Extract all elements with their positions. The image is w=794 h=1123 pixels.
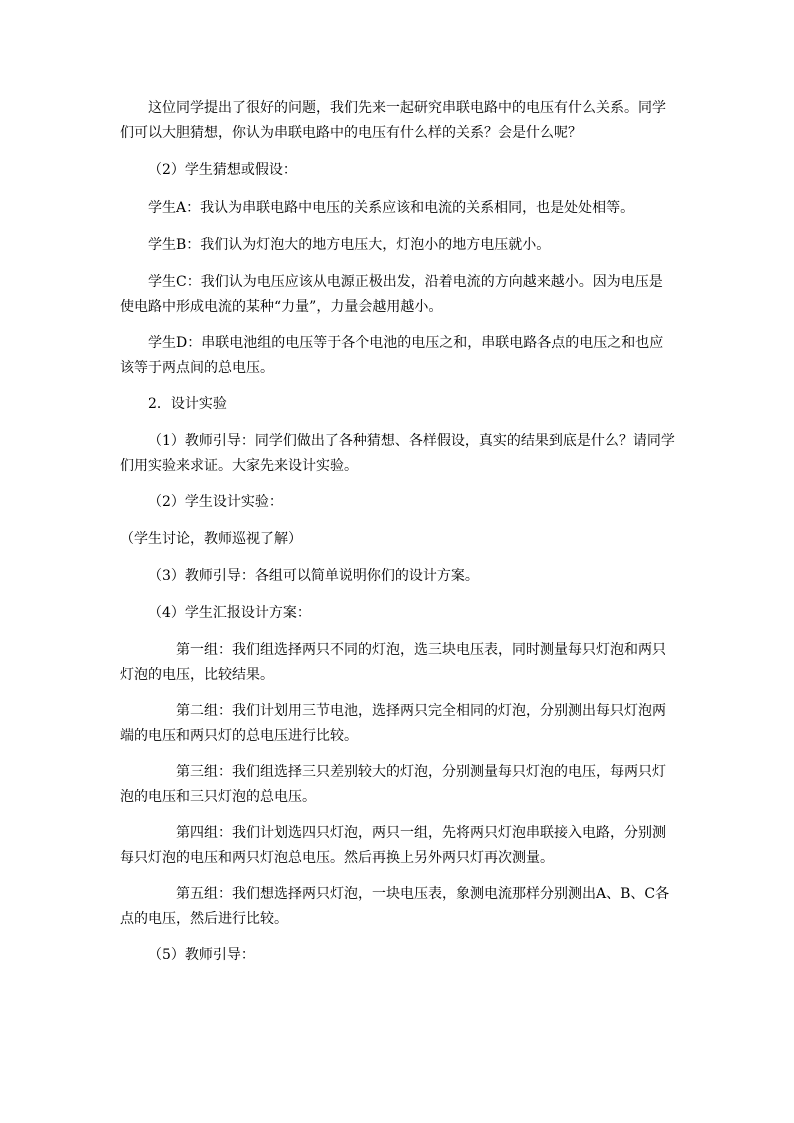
paragraph-student-d: 学生D：串联电池组的电压等于各个电池的电压之和，串联电路各点的电压之和也应该等于两点间的总电压。: [120, 335, 664, 376]
paragraph-teacher-guide-3: （3）教师引导：各组可以简单说明你们的设计方案。: [148, 568, 479, 584]
paragraph-student-a: 学生A：我认为串联电路中电压的关系应该和电流的关系相同，也是处处相等。: [148, 200, 635, 216]
paragraph-teacher-guide-5: （5）教师引导：: [148, 947, 255, 963]
paragraph-student-b: 学生B：我们认为灯泡大的地方电压大，灯泡小的地方电压就小。: [148, 237, 551, 253]
paragraph-group-2: 第二组：我们计划用三节电池，选择两只完全相同的灯泡，分别测出每只灯泡两端的电压和两只灯的总电压进行比较。: [120, 703, 666, 744]
paragraph-intro: 这位同学提出了很好的问题，我们先来一起研究串联电路中的电压有什么关系。同学们可以大胆猜想，你认为串联电路中的电压有什么样的关系？会是什么呢？: [120, 100, 666, 141]
paragraph-group-3: 第三组：我们组选择三只差别较大的灯泡，分别测量每只灯泡的电压，每两只灯泡的电压和三只灯泡的总电压。: [120, 764, 666, 805]
paragraph-student-design: （2）学生设计实验：: [148, 494, 283, 510]
paragraph-group-4: 第四组：我们计划选四只灯泡，两只一组，先将两只灯泡串联接入电路，分别测每只灯泡的电压和两只灯泡总电压。然后再换上另外两只灯再次测量。: [120, 825, 666, 866]
paragraph-teacher-guide-1: （1）教师引导：同学们做出了各种猜想、各样假设，真实的结果到底是什么？请同学们用实验来求证。大家先来设计实验。: [120, 433, 675, 474]
paragraph-discussion-note: （学生讨论，教师巡视了解）: [120, 531, 302, 547]
paragraph-step-2-heading: （2）学生猜想或假设：: [148, 162, 297, 178]
paragraph-group-1: 第一组：我们组选择两只不同的灯泡，选三块电压表，同时测量每只灯泡和两只灯泡的电压，比较结果。: [120, 642, 666, 683]
paragraph-group-5: 第五组：我们想选择两只灯泡，一块电压表，象测电流那样分别测出A、B、C各点的电压，然后进行比较。: [120, 886, 670, 927]
section-heading-design: 2．设计实验: [148, 396, 227, 412]
paragraph-student-c: 学生C：我们认为电压应该从电源正极出发，沿着电流的方向越来越小。因为电压是使电路中形成电流的某种“力量”，力量会越用越小。: [120, 274, 663, 315]
paragraph-report-heading: （4）学生汇报设计方案：: [148, 605, 311, 621]
